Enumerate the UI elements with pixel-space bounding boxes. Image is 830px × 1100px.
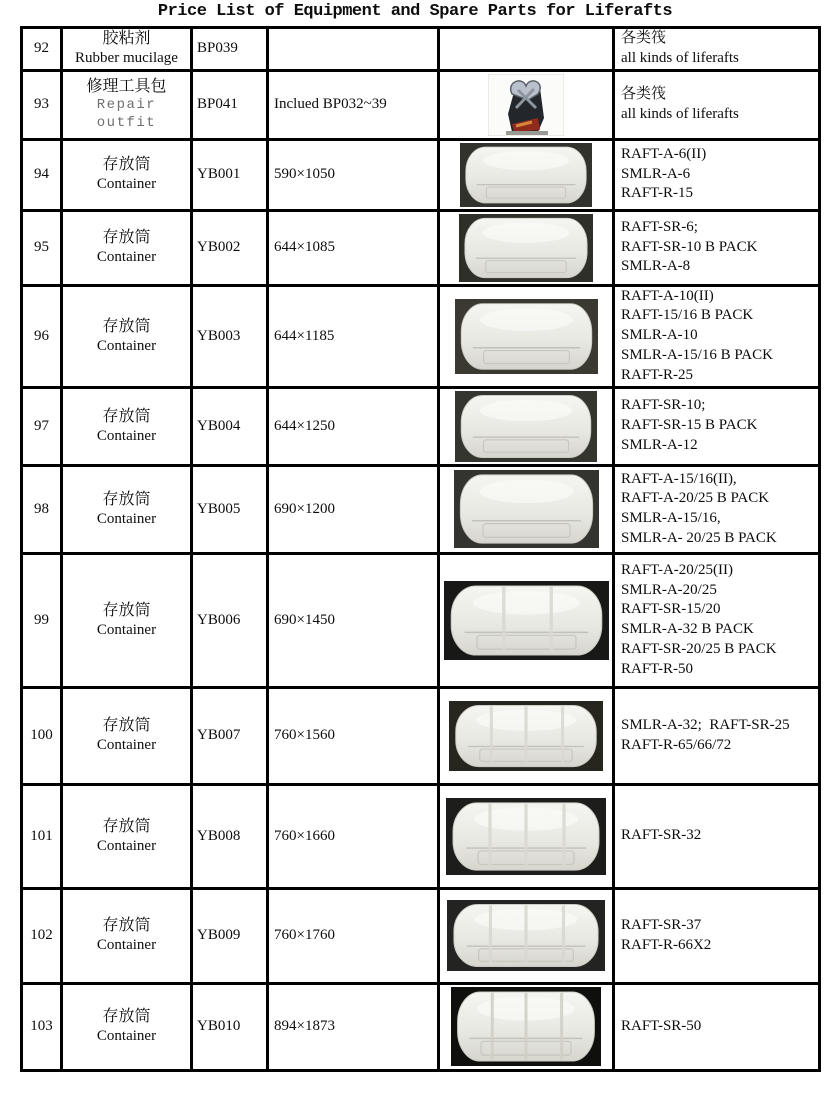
row-number-cell bbox=[22, 210, 62, 285]
row-number-cell bbox=[22, 888, 62, 983]
item-name-chinese: 胶粘剂 bbox=[102, 30, 151, 48]
applicable-raft-line: RAFT-A-20/25 B PACK bbox=[621, 490, 770, 507]
item-name-chinese: 修理工具包 bbox=[86, 78, 167, 96]
item-name-cell bbox=[62, 983, 192, 1070]
part-code: YB002 bbox=[197, 239, 241, 256]
applicable-rafts-list bbox=[615, 916, 818, 956]
row-number-cell bbox=[22, 983, 62, 1070]
photo-cell bbox=[439, 139, 614, 210]
row-number-cell bbox=[22, 687, 62, 784]
applicable-raft-line: 各类筏 bbox=[621, 85, 667, 102]
dimension-cell bbox=[268, 28, 439, 71]
applicable-rafts-cell bbox=[614, 210, 820, 285]
container-photo bbox=[449, 701, 603, 771]
item-name-cell bbox=[62, 465, 192, 553]
row-number-cell bbox=[22, 28, 62, 71]
row-number: 95 bbox=[34, 239, 49, 256]
part-code: YB004 bbox=[197, 417, 241, 434]
applicable-rafts-cell bbox=[614, 687, 820, 784]
applicable-raft-line: RAFT-R-65/66/72 bbox=[621, 736, 732, 753]
part-code: BP041 bbox=[197, 96, 238, 113]
applicable-raft-line: SMLR-A-20/25 bbox=[621, 581, 717, 598]
price-list-table bbox=[20, 26, 821, 1072]
item-name-cell bbox=[62, 553, 192, 687]
part-code-cell bbox=[192, 465, 268, 553]
table-row bbox=[22, 139, 820, 210]
row-number: 102 bbox=[30, 927, 53, 944]
dimension-cell bbox=[268, 784, 439, 888]
item-name-english: Container bbox=[96, 621, 157, 638]
table-row bbox=[22, 210, 820, 285]
row-number: 101 bbox=[30, 827, 53, 844]
part-code-cell bbox=[192, 553, 268, 687]
dimension-cell bbox=[268, 553, 439, 687]
part-code-cell bbox=[192, 983, 268, 1070]
applicable-raft-line: RAFT-R-25 bbox=[621, 366, 693, 383]
applicable-rafts-cell bbox=[614, 784, 820, 888]
part-code: YB001 bbox=[197, 166, 241, 183]
applicable-raft-line: SMLR-A-32 B PACK bbox=[621, 621, 754, 638]
table-row bbox=[22, 687, 820, 784]
item-name-cell bbox=[62, 888, 192, 983]
row-number-cell bbox=[22, 465, 62, 553]
applicable-rafts-list bbox=[615, 85, 818, 125]
part-code-cell bbox=[192, 139, 268, 210]
applicable-raft-line: RAFT-A-6(II) bbox=[621, 145, 707, 162]
item-name-cell bbox=[62, 70, 192, 139]
applicable-raft-line: SMLR-A-15/16 B PACK bbox=[621, 346, 773, 363]
applicable-raft-line: RAFT-SR-15/20 bbox=[621, 601, 721, 618]
table-row bbox=[22, 553, 820, 687]
dimension-value: 690×1450 bbox=[274, 611, 335, 628]
container-photo bbox=[446, 798, 606, 875]
row-number: 98 bbox=[34, 500, 49, 517]
dimension-cell bbox=[268, 70, 439, 139]
row-number-cell bbox=[22, 784, 62, 888]
part-code: YB003 bbox=[197, 327, 241, 344]
applicable-rafts-list bbox=[615, 287, 818, 386]
applicable-raft-line: RAFT-R-15 bbox=[621, 185, 693, 202]
item-name-chinese: 存放筒 bbox=[102, 156, 151, 174]
item-name-english: Container bbox=[96, 427, 157, 444]
applicable-rafts-cell bbox=[614, 983, 820, 1070]
container-photo bbox=[455, 391, 597, 462]
part-code: YB007 bbox=[197, 727, 241, 744]
item-name-chinese: 存放筒 bbox=[102, 917, 151, 935]
applicable-rafts-cell bbox=[614, 28, 820, 71]
applicable-raft-line: RAFT-SR-15 B PACK bbox=[621, 417, 758, 434]
applicable-rafts-cell bbox=[614, 139, 820, 210]
applicable-rafts-list bbox=[615, 396, 818, 455]
applicable-rafts-cell bbox=[614, 70, 820, 139]
applicable-rafts-cell bbox=[614, 285, 820, 387]
table-body bbox=[22, 28, 820, 1071]
photo-cell bbox=[439, 687, 614, 784]
container-photo bbox=[460, 143, 592, 207]
applicable-raft-line: RAFT-R-66X2 bbox=[621, 936, 712, 953]
item-name-cell bbox=[62, 387, 192, 465]
applicable-rafts-cell bbox=[614, 553, 820, 687]
applicable-raft-line: RAFT-SR-10 B PACK bbox=[621, 238, 758, 255]
item-name-english: Container bbox=[96, 510, 157, 527]
table-row bbox=[22, 28, 820, 71]
part-code: YB010 bbox=[197, 1018, 241, 1035]
photo-cell bbox=[439, 210, 614, 285]
applicable-rafts-list bbox=[615, 561, 818, 680]
part-code: YB006 bbox=[197, 611, 241, 628]
table-row bbox=[22, 465, 820, 553]
photo-cell bbox=[439, 28, 614, 71]
container-photo bbox=[451, 987, 601, 1066]
photo-cell bbox=[439, 387, 614, 465]
table-row bbox=[22, 983, 820, 1070]
applicable-raft-line: SMLR-A-12 bbox=[621, 436, 698, 453]
applicable-rafts-list bbox=[615, 1017, 818, 1037]
item-name-chinese: 存放筒 bbox=[102, 317, 151, 335]
container-photo bbox=[444, 581, 609, 660]
applicable-raft-line: SMLR-A-10 bbox=[621, 327, 698, 344]
item-name-cell bbox=[62, 139, 192, 210]
applicable-rafts-list bbox=[615, 29, 818, 69]
item-name-chinese: 存放筒 bbox=[102, 490, 151, 508]
dimension-cell bbox=[268, 210, 439, 285]
photo-cell bbox=[439, 983, 614, 1070]
item-name-english: Container bbox=[96, 937, 157, 954]
applicable-raft-line: RAFT-SR-10; bbox=[621, 397, 706, 414]
photo-cell bbox=[439, 784, 614, 888]
dimension-cell bbox=[268, 387, 439, 465]
item-name-chinese: 存放筒 bbox=[102, 229, 151, 247]
part-code-cell bbox=[192, 285, 268, 387]
dimension-cell bbox=[268, 285, 439, 387]
item-name-chinese: 存放筒 bbox=[102, 717, 151, 735]
applicable-raft-line: RAFT-A-10(II) bbox=[621, 287, 714, 304]
applicable-rafts-cell bbox=[614, 387, 820, 465]
photo-cell bbox=[439, 553, 614, 687]
item-name-english: Container bbox=[96, 737, 157, 754]
dimension-cell bbox=[268, 465, 439, 553]
part-code-cell bbox=[192, 70, 268, 139]
part-code: BP039 bbox=[197, 40, 238, 57]
item-name-chinese: 存放筒 bbox=[102, 1008, 151, 1026]
row-number: 103 bbox=[30, 1018, 53, 1035]
applicable-raft-line: SMLR-A-15/16, bbox=[621, 510, 721, 527]
item-name-english: Container bbox=[96, 249, 157, 266]
applicable-rafts-list bbox=[615, 716, 818, 756]
dimension-value: 644×1250 bbox=[274, 417, 335, 434]
item-name-english: Container bbox=[96, 337, 157, 354]
item-name-english: Repair outfit bbox=[96, 97, 157, 131]
item-name-english: Container bbox=[96, 1028, 157, 1045]
applicable-raft-line: RAFT-A-15/16(II), bbox=[621, 470, 737, 487]
row-number-cell bbox=[22, 139, 62, 210]
item-name-chinese: 存放筒 bbox=[102, 601, 151, 619]
applicable-raft-line: all kinds of liferafts bbox=[621, 49, 739, 66]
dimension-value: 760×1760 bbox=[274, 927, 335, 944]
container-photo bbox=[447, 900, 605, 971]
row-number: 99 bbox=[34, 611, 49, 628]
item-name-chinese: 存放筒 bbox=[102, 817, 151, 835]
applicable-rafts-cell bbox=[614, 465, 820, 553]
item-name-cell bbox=[62, 28, 192, 71]
item-name-english: Container bbox=[96, 837, 157, 854]
applicable-raft-line: all kinds of liferafts bbox=[621, 105, 739, 122]
applicable-raft-line: SMLR-A-8 bbox=[621, 258, 691, 275]
part-code-cell bbox=[192, 210, 268, 285]
dimension-cell bbox=[268, 139, 439, 210]
row-number: 94 bbox=[34, 166, 49, 183]
table-row bbox=[22, 285, 820, 387]
applicable-rafts-list bbox=[615, 826, 818, 846]
item-name-english: Rubber mucilage bbox=[75, 50, 178, 67]
photo-cell bbox=[439, 285, 614, 387]
applicable-raft-line: RAFT-15/16 B PACK bbox=[621, 307, 754, 324]
applicable-raft-line: 各类筏 bbox=[621, 30, 667, 46]
item-name-cell bbox=[62, 784, 192, 888]
dimension-value: 644×1185 bbox=[274, 327, 335, 344]
dimension-value: 690×1200 bbox=[274, 500, 335, 517]
part-code: YB005 bbox=[197, 500, 241, 517]
part-code-cell bbox=[192, 888, 268, 983]
item-name-cell bbox=[62, 210, 192, 285]
row-number: 97 bbox=[34, 417, 49, 434]
row-number: 100 bbox=[30, 727, 53, 744]
dimension-value: 760×1660 bbox=[274, 827, 335, 844]
table-row bbox=[22, 70, 820, 139]
applicable-rafts-list bbox=[615, 145, 818, 204]
part-code-cell bbox=[192, 387, 268, 465]
page-title: Price List of Equipment and Spare Parts for Liferafts bbox=[157, 2, 673, 21]
row-number-cell bbox=[22, 70, 62, 139]
applicable-raft-line: RAFT-SR-37 bbox=[621, 916, 702, 933]
dimension-cell bbox=[268, 983, 439, 1070]
item-name-chinese: 存放筒 bbox=[102, 407, 151, 425]
row-number-cell bbox=[22, 285, 62, 387]
dimension-value: 590×1050 bbox=[274, 166, 335, 183]
applicable-rafts-list bbox=[615, 218, 818, 277]
row-number: 93 bbox=[34, 96, 49, 113]
table-row bbox=[22, 888, 820, 983]
row-number: 92 bbox=[34, 40, 49, 57]
photo-cell bbox=[439, 70, 614, 139]
dimension-value: 760×1560 bbox=[274, 727, 335, 744]
part-code: YB008 bbox=[197, 827, 241, 844]
item-name-english: Container bbox=[96, 176, 157, 193]
applicable-rafts-list bbox=[615, 470, 818, 549]
part-code-cell bbox=[192, 784, 268, 888]
applicable-raft-line: RAFT-SR-32 bbox=[621, 827, 702, 844]
part-code: YB009 bbox=[197, 927, 241, 944]
table-row bbox=[22, 387, 820, 465]
item-name-cell bbox=[62, 687, 192, 784]
part-code-cell bbox=[192, 687, 268, 784]
row-number-cell bbox=[22, 553, 62, 687]
repair-kit-photo bbox=[488, 74, 564, 136]
table-row bbox=[22, 784, 820, 888]
applicable-raft-line: SMLR-A- 20/25 B PACK bbox=[621, 529, 777, 546]
applicable-raft-line: RAFT-R-50 bbox=[621, 660, 693, 677]
applicable-raft-line: RAFT-SR-20/25 B PACK bbox=[621, 640, 777, 657]
applicable-raft-line: SMLR-A-32; RAFT-SR-25 bbox=[621, 716, 790, 733]
container-photo bbox=[454, 470, 599, 548]
photo-cell bbox=[439, 888, 614, 983]
dimension-value: Inclued BP032~39 bbox=[274, 96, 387, 113]
container-photo bbox=[459, 214, 593, 282]
dimension-value: 644×1085 bbox=[274, 239, 335, 256]
row-number: 96 bbox=[34, 327, 49, 344]
applicable-raft-line: RAFT-SR-6; bbox=[621, 218, 698, 235]
container-photo bbox=[455, 299, 598, 374]
dimension-value: 894×1873 bbox=[274, 1018, 335, 1035]
applicable-raft-line: SMLR-A-6 bbox=[621, 165, 691, 182]
applicable-rafts-cell bbox=[614, 888, 820, 983]
row-number-cell bbox=[22, 387, 62, 465]
photo-cell bbox=[439, 465, 614, 553]
item-name-cell bbox=[62, 285, 192, 387]
applicable-raft-line: RAFT-SR-50 bbox=[621, 1017, 702, 1034]
dimension-cell bbox=[268, 888, 439, 983]
applicable-raft-line: RAFT-A-20/25(II) bbox=[621, 561, 733, 578]
dimension-cell bbox=[268, 687, 439, 784]
part-code-cell bbox=[192, 28, 268, 71]
